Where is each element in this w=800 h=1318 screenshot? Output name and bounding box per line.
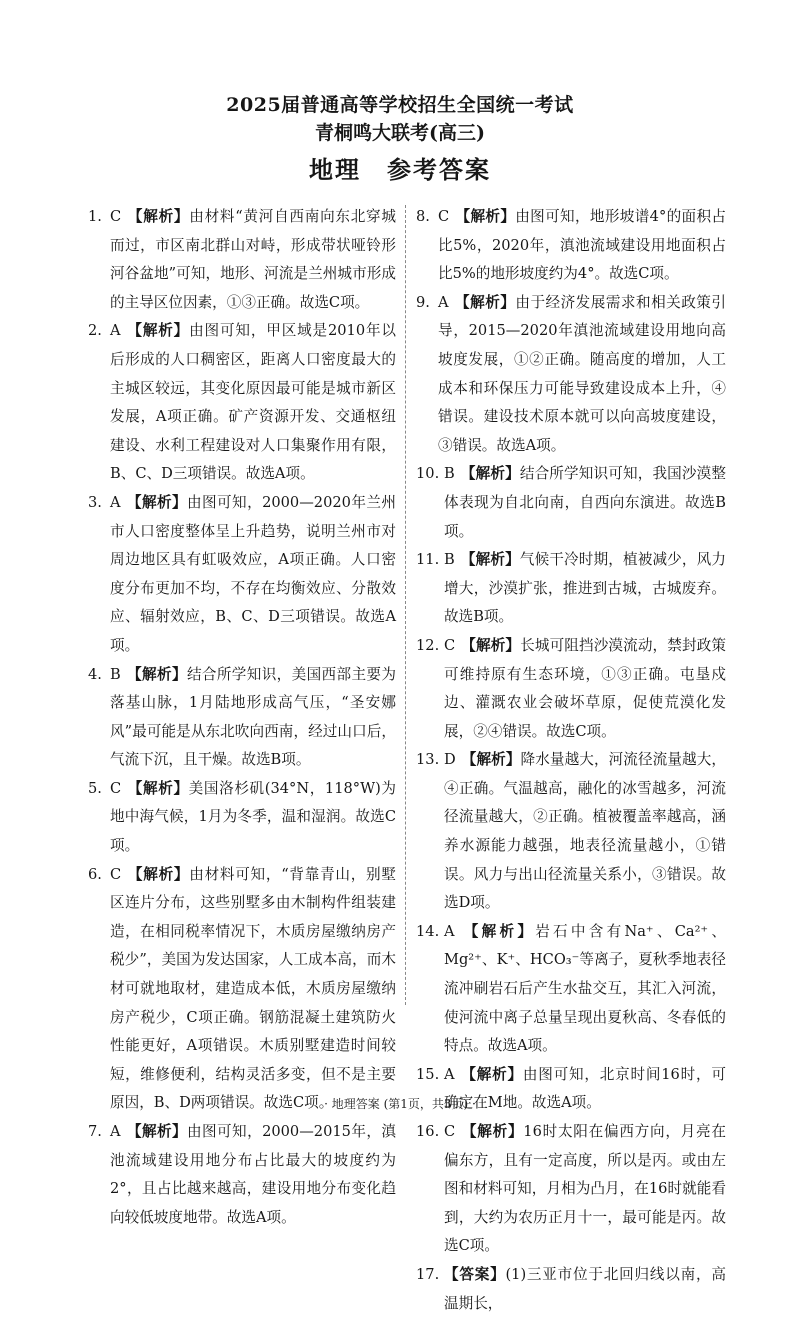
answer-choice: A: [444, 922, 455, 940]
answer-item: [416, 289, 726, 461]
question-number: 12.: [416, 636, 440, 654]
answer-item: [416, 1118, 726, 1261]
answer-choice: A: [110, 322, 121, 340]
answer-item: [88, 775, 396, 861]
analysis-tag: 【答案】: [444, 1265, 506, 1283]
answer-choice: A: [438, 293, 449, 311]
question-number: 11.: [416, 551, 440, 569]
page-footer: · 地理答案 (第1页，共3页) ·: [324, 1097, 476, 1111]
answer-item: [88, 203, 396, 317]
analysis-text: 长城可阻挡沙漠流动，禁封政策可维持原有生态环境，①③正确。屯垦戍边、灌溉农业会破坏草原，促使荒漠化发展，②④错误。故选C项。: [444, 636, 726, 740]
question-number: 8.: [416, 208, 430, 225]
analysis-text: 美国洛杉矶(34°N，118°W)为地中海气候，1月为冬季，温和湿润。故选C项。: [110, 779, 396, 855]
answer-choice: A: [110, 1123, 121, 1140]
left-column: [88, 203, 396, 1232]
answer-title: 参考答案: [387, 155, 491, 184]
answer-item: [88, 1118, 396, 1232]
analysis-tag: 【解析】: [126, 1123, 188, 1140]
analysis-text: 由图可知，甲区域是2010年以后形成的人口稠密区，距离人口密度最大的主城区较远，其变化原因最可能是城市新区发展，A项正确。矿产资源开发、交通枢纽建设、水利工程建设对人口集聚作用有限，B、C、D三项错误。故选A项。: [110, 322, 396, 483]
subject-heading: [0, 150, 800, 185]
answer-item: [88, 861, 396, 1118]
analysis-tag: 【解析】: [461, 636, 521, 654]
answer-choice: B: [444, 465, 455, 483]
analysis-tag: 【解析】: [455, 208, 516, 225]
exam-subtitle: 青桐鸣大联考(高三): [315, 122, 485, 144]
answer-choice: C: [444, 1123, 456, 1140]
analysis-text: 由图可知，地形坡谱4°的面积占比5%，2020年，滇池流域建设用地面积占比5%的地形坡度约为4°。故选C项。: [438, 208, 726, 283]
analysis-tag: 【解析】: [127, 779, 189, 797]
answer-item: [88, 489, 396, 661]
analysis-text: 由于经济发展需求和相关政策引导，2015—2020年滇池流域建设用地向高坡度发展，①②正确。随高度的增加，人工成本和环保压力可能导致建设成本上升，④错误。建设技术原本就可以向高坡度建设，③错误。故选A项。: [438, 293, 726, 454]
answer-choice: C: [110, 865, 122, 883]
analysis-text: 降水量越大，河流径流量越大，④正确。气温越高，融化的冰雪越多，河流径流量越大，②正确。植被覆盖率越高，涵养水源能力越强，地表径流量越小，①错误。风力与出山径流量关系小，③错误。故选D项。: [444, 751, 726, 912]
question-number: 4.: [88, 665, 102, 683]
analysis-text: 岩石中含有Na⁺、Ca²⁺、Mg²⁺、K⁺、HCO₃⁻等离子，夏秋季地表径流冲刷岩石后产生水盐交互，其汇入河流，使河流中离子总量呈现出夏秋高、冬春低的特点。故选A项。: [444, 922, 726, 1055]
answer-item: [416, 203, 726, 289]
answer-item: [416, 918, 726, 1061]
analysis-text: 由材料可知，“背靠青山，别墅区连片分布，这些别墅多由木制构件组装建造，在相同税率情况下，木质房屋缴纳房产税少”，美国为发达国家，人工成本高，而木材可就地取材，建造成本低，木质房屋缴纳房产税少，C项正确。钢筋混凝土建筑防火性能更好，A项错误。木质别墅建造时间较短，维修便利，结构灵活多变，但不是主要原因，B、D两项错误。故选C项。: [110, 865, 396, 1112]
answer-item: [416, 632, 726, 746]
question-number: 7.: [88, 1123, 102, 1140]
answer-choice: B: [444, 551, 455, 569]
answer-choice: C: [438, 208, 450, 225]
answer-item: [88, 317, 396, 489]
analysis-text: 由图可知，2000—2015年，滇池流域建设用地分布占比最大的坡度约为2°，且占比越来越高，建设用地分布变化趋向较低坡度地带。故选A项。: [110, 1123, 396, 1226]
answer-choice: C: [444, 636, 456, 654]
answer-item: [416, 746, 726, 918]
answer-item: [416, 460, 726, 546]
question-number: 13.: [416, 751, 440, 769]
analysis-text: 16时太阳在偏西方向，月亮在偏东方，且有一定高度，所以是丙。或由左图和材料可知，月相为凸月，在16时就能看到，大约为农历正月十一，最可能是丙。故选C项。: [444, 1123, 726, 1255]
analysis-tag: 【解析】: [461, 1123, 524, 1140]
question-number: 2.: [88, 322, 102, 340]
question-number: 10.: [416, 465, 440, 483]
question-number: 14.: [416, 922, 440, 940]
column-divider: [405, 205, 406, 1005]
analysis-text: 结合所学知识，美国西部主要为落基山脉，1月陆地形成高气压，“圣安娜风”最可能是从东北吹向西南，经过山口后，气流下沉，且干燥。故选B项。: [110, 665, 396, 769]
answer-choice: A: [110, 493, 121, 511]
answer-choice: B: [110, 665, 121, 683]
question-number: 15.: [416, 1065, 440, 1083]
answer-choice: D: [444, 751, 456, 769]
answer-choice: C: [110, 208, 122, 225]
analysis-tag: 【解析】: [126, 322, 190, 340]
analysis-text: (1)三亚市位于北回归线以南，高温期长，: [444, 1265, 726, 1312]
question-number: 16.: [416, 1123, 440, 1140]
question-number: 3.: [88, 493, 102, 511]
right-column: [416, 203, 726, 1318]
analysis-tag: 【解析】: [460, 465, 520, 483]
question-number: 17.: [416, 1265, 440, 1283]
answer-choice: C: [110, 779, 122, 797]
question-number: 1.: [88, 208, 102, 225]
analysis-text: 由材料“黄河自西南向东北穿城而过，市区南北群山对峙，形成带状哑铃形河谷盆地”可知，地形、河流是兰州城市形成的主导区位因素，①③正确。故选C项。: [110, 208, 396, 311]
analysis-tag: 【解析】: [127, 208, 190, 225]
analysis-text: 由图可知，2000—2020年兰州市人口密度整体呈上升趋势，说明兰州市对周边地区具有虹吸效应，A项正确。人口密度分布更加不均，不存在均衡效应、分散效应、辐射效应，B、C、D三项错误。故选A项。: [110, 493, 396, 654]
question-number: 5.: [88, 779, 102, 797]
analysis-text: 结合所学知识可知，我国沙漠整体表现为自北向南，自西向东演进。故选B项。: [444, 465, 726, 540]
analysis-tag: 【解析】: [126, 493, 188, 511]
analysis-tag: 【解析】: [454, 293, 516, 311]
subject-name: 地理: [309, 155, 361, 184]
analysis-tag: 【解析】: [126, 665, 187, 683]
analysis-text: 由图可知，北京时间16时，可确定在M地。故选A项。: [444, 1065, 726, 1112]
analysis-tag: 【解析】: [461, 751, 521, 769]
analysis-tag: 【解析】: [127, 865, 190, 883]
answer-item: [88, 661, 396, 775]
analysis-text: 气候干冷时期，植被减少，风力增大，沙漠扩张，推进到古城，古城废弃。故选B项。: [444, 551, 726, 626]
question-number: 6.: [88, 865, 102, 883]
answer-item: [416, 546, 726, 632]
answer-choice: A: [444, 1065, 455, 1083]
answer-item: [416, 1261, 726, 1318]
question-number: 9.: [416, 293, 430, 311]
analysis-tag: 【解析】: [460, 1065, 523, 1083]
exam-title: 2025届普通高等学校招生全国统一考试: [226, 94, 574, 116]
analysis-tag: 【解析】: [460, 922, 536, 940]
analysis-tag: 【解析】: [460, 551, 520, 569]
